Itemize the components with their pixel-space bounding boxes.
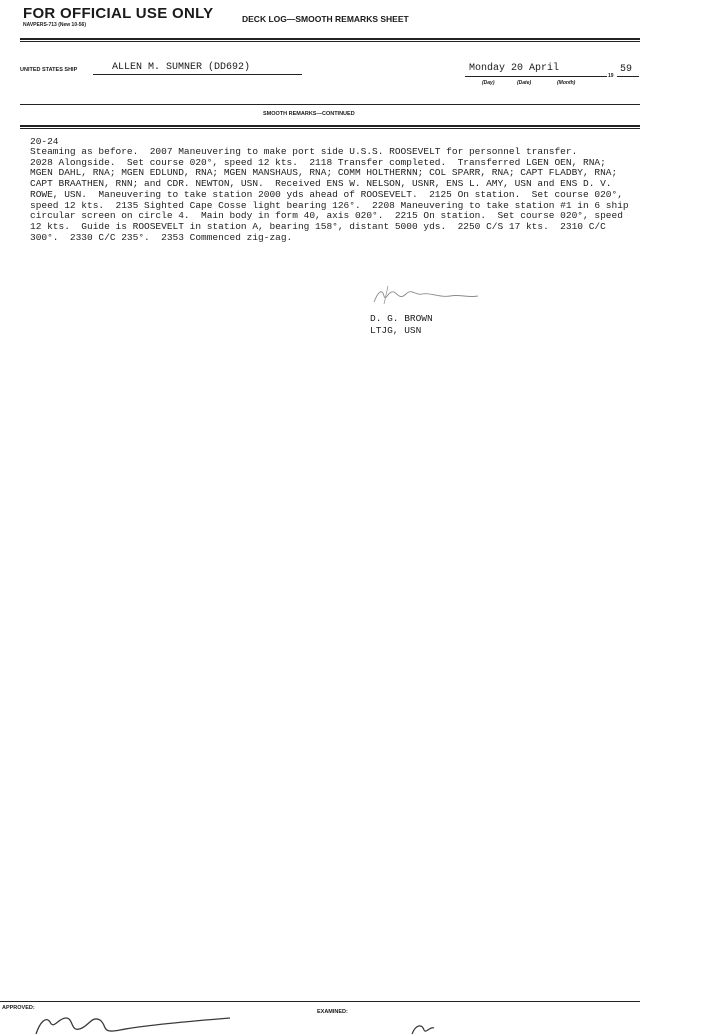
examined-signature	[408, 1022, 438, 1036]
remark-line: 12 kts. Guide is ROOSEVELT in station A, bearing 158°, distant 5000 yds. 2250 C/S 17 kts. 2310 C/C	[30, 220, 606, 232]
year-prefix: 19	[608, 73, 614, 79]
ship-underline	[93, 74, 302, 75]
remark-line: speed 12 kts. 2135 Sighted Cape Cosse light bearing 126°. 2208 Maneuvering to take station #1 in 6 ship	[30, 199, 629, 211]
header-rule-thin	[20, 41, 640, 42]
remark-line: MGEN DAHL, RNA; MGEN EDLUND, RNA; MGEN MANSHAUS, RNA; COMM HOLTHERNN; COL SPARR, RNA; CAPT FLADBY, RNA;	[30, 167, 618, 179]
signer-rank: LTJG, USN	[370, 324, 422, 336]
day-caption: (Day)	[482, 80, 495, 86]
ship-name: ALLEN M. SUMNER (DD692)	[112, 62, 251, 73]
month-caption: (Month)	[557, 80, 576, 86]
remark-line: circular screen on circle 4. Main body in form 40, axis 020°. 2215 On station. Set course 020°, speed	[30, 210, 623, 222]
time-period: 20-24	[30, 136, 59, 147]
approved-label: APPROVED:	[2, 1005, 35, 1011]
remark-line: 300°. 2330 C/C 235°. 2353 Commenced zig-zag.	[30, 231, 293, 243]
remark-line: Steaming as before. 2007 Maneuvering to make port side U.S.S. ROOSEVELT for personnel transfer.	[30, 146, 578, 157]
remark-line: ROWE, USN. Maneuvering to take station 2000 yds ahead of ROOSEVELT. 2125 On station. Set course 020°,	[30, 188, 623, 200]
year-value: 59	[620, 64, 633, 75]
remark-line: CAPT BRAATHEN, RNN; and CDR. NEWTON, USN. Received ENS W. NELSON, USNR, ENS L. AMY, USN and ENS D. V.	[30, 178, 612, 190]
date-underline	[465, 76, 607, 77]
footer-rule	[0, 1001, 640, 1002]
header-title: FOR OFFICIAL USE ONLY	[23, 5, 214, 22]
sheet-title: DECK LOG—SMOOTH REMARKS SHEET	[242, 14, 409, 24]
date-caption: (Date)	[517, 80, 532, 86]
year-underline	[617, 76, 639, 77]
approved-signature	[30, 1012, 260, 1036]
header-rule	[20, 38, 640, 40]
section-title: SMOOTH REMARKS—CONTINUED	[263, 111, 355, 117]
ship-label: UNITED STATES SHIP	[20, 67, 78, 73]
signature-block	[370, 282, 485, 336]
signature-scrawl	[370, 282, 485, 308]
remark-line: 2028 Alongside. Set course 020°, speed 12 kts. 2118 Transfer completed. Transferred LGEN OEN, RNA;	[30, 156, 606, 168]
form-number: NAVPERS-713 (New 10-56)	[23, 22, 86, 28]
examined-label: EXAMINED:	[317, 1009, 348, 1015]
section-rule-bottom-thin	[20, 128, 640, 129]
date-value: Monday 20 April	[469, 63, 560, 74]
section-rule-bottom	[20, 125, 640, 127]
section-rule-top	[20, 104, 640, 105]
remarks-block	[30, 136, 695, 243]
signer-name: D. G. BROWN	[370, 313, 433, 324]
